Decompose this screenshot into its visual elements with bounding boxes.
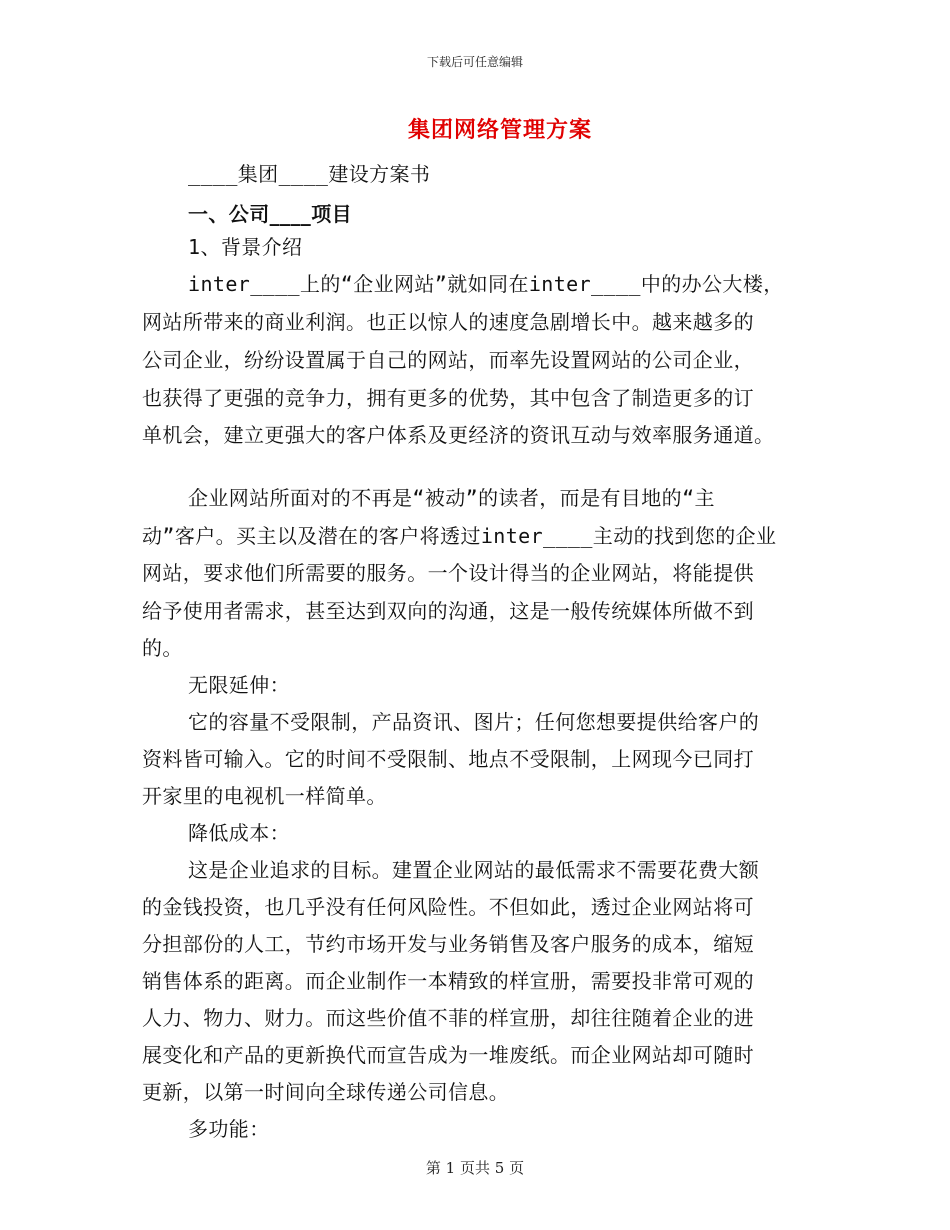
body-text-line: 多功能： (188, 1117, 270, 1141)
body-text-line: 降低成本： (188, 821, 290, 845)
body-text-line: 资料皆可输入。它的时间不受限制、地点不受限制，上网现今已同打 (142, 747, 754, 771)
body-text-line: 人力、物力、财力。而这些价值不菲的样宣册，却往往随着企业的进 (142, 1006, 754, 1030)
document-title: 集团网络管理方案 (407, 118, 592, 143)
page-footer: 第 1 页共 5 页 (425, 1159, 525, 1177)
body-text-line: ____集团____建设方案书 (188, 162, 431, 186)
body-text-line: 网站所带来的商业利润。也正以惊人的速度急剧增长中。越来越多的 (142, 310, 754, 334)
body-text-line: 它的容量不受限制，产品资讯、图片；任何您想要提供给客户的 (188, 710, 760, 734)
body-text-line: 动”客户。买主以及潜在的客户将透过inter____主动的找到您的企业 (142, 524, 777, 548)
body-text-line: 公司企业，纷纷设置属于自己的网站，而率先设置网站的公司企业， (142, 348, 754, 372)
body-text-line: 1、背景介绍 (188, 235, 303, 259)
body-text-line: 这是企业追求的目标。建置企业网站的最低需求不需要花费大额 (188, 858, 760, 882)
section-heading: 一、公司____项目 (188, 202, 352, 226)
page-header-note: 下载后可任意编辑 (426, 55, 523, 69)
body-text-line: 销售体系的距离。而企业制作一本精致的样宣册，需要投非常可观的 (142, 969, 754, 993)
body-text-line: 给予使用者需求，甚至达到双向的沟通，这是一般传统媒体所做不到 (142, 599, 754, 623)
body-text-line: 单机会，建立更强大的客户体系及更经济的资讯互动与效率服务通道。 (142, 423, 775, 447)
body-text-line: 的。 (142, 636, 183, 660)
body-text-line: 也获得了更强的竞争力，拥有更多的优势，其中包含了制造更多的订 (142, 386, 754, 410)
body-text-line: inter____上的“企业网站”就如同在inter____中的办公大楼， (188, 272, 784, 296)
body-text-line: 更新，以第一时间向全球传递公司信息。 (142, 1080, 510, 1104)
body-text-line: 的金钱投资，也几乎没有任何风险性。不但如此，透过企业网站将可 (142, 895, 754, 919)
body-text-line: 展变化和产品的更新换代而宣告成为一堆废纸。而企业网站却可随时 (142, 1043, 754, 1067)
body-text-line: 分担部份的人工，节约市场开发与业务销售及客户服务的成本，缩短 (142, 932, 754, 956)
body-text-line: 无限延伸： (188, 673, 290, 697)
body-text-line: 企业网站所面对的不再是“被动”的读者，而是有目地的“主 (188, 486, 715, 510)
body-text-line: 开家里的电视机一样简单。 (142, 784, 387, 808)
body-text-line: 网站，要求他们所需要的服务。一个设计得当的企业网站，将能提供 (142, 561, 754, 585)
